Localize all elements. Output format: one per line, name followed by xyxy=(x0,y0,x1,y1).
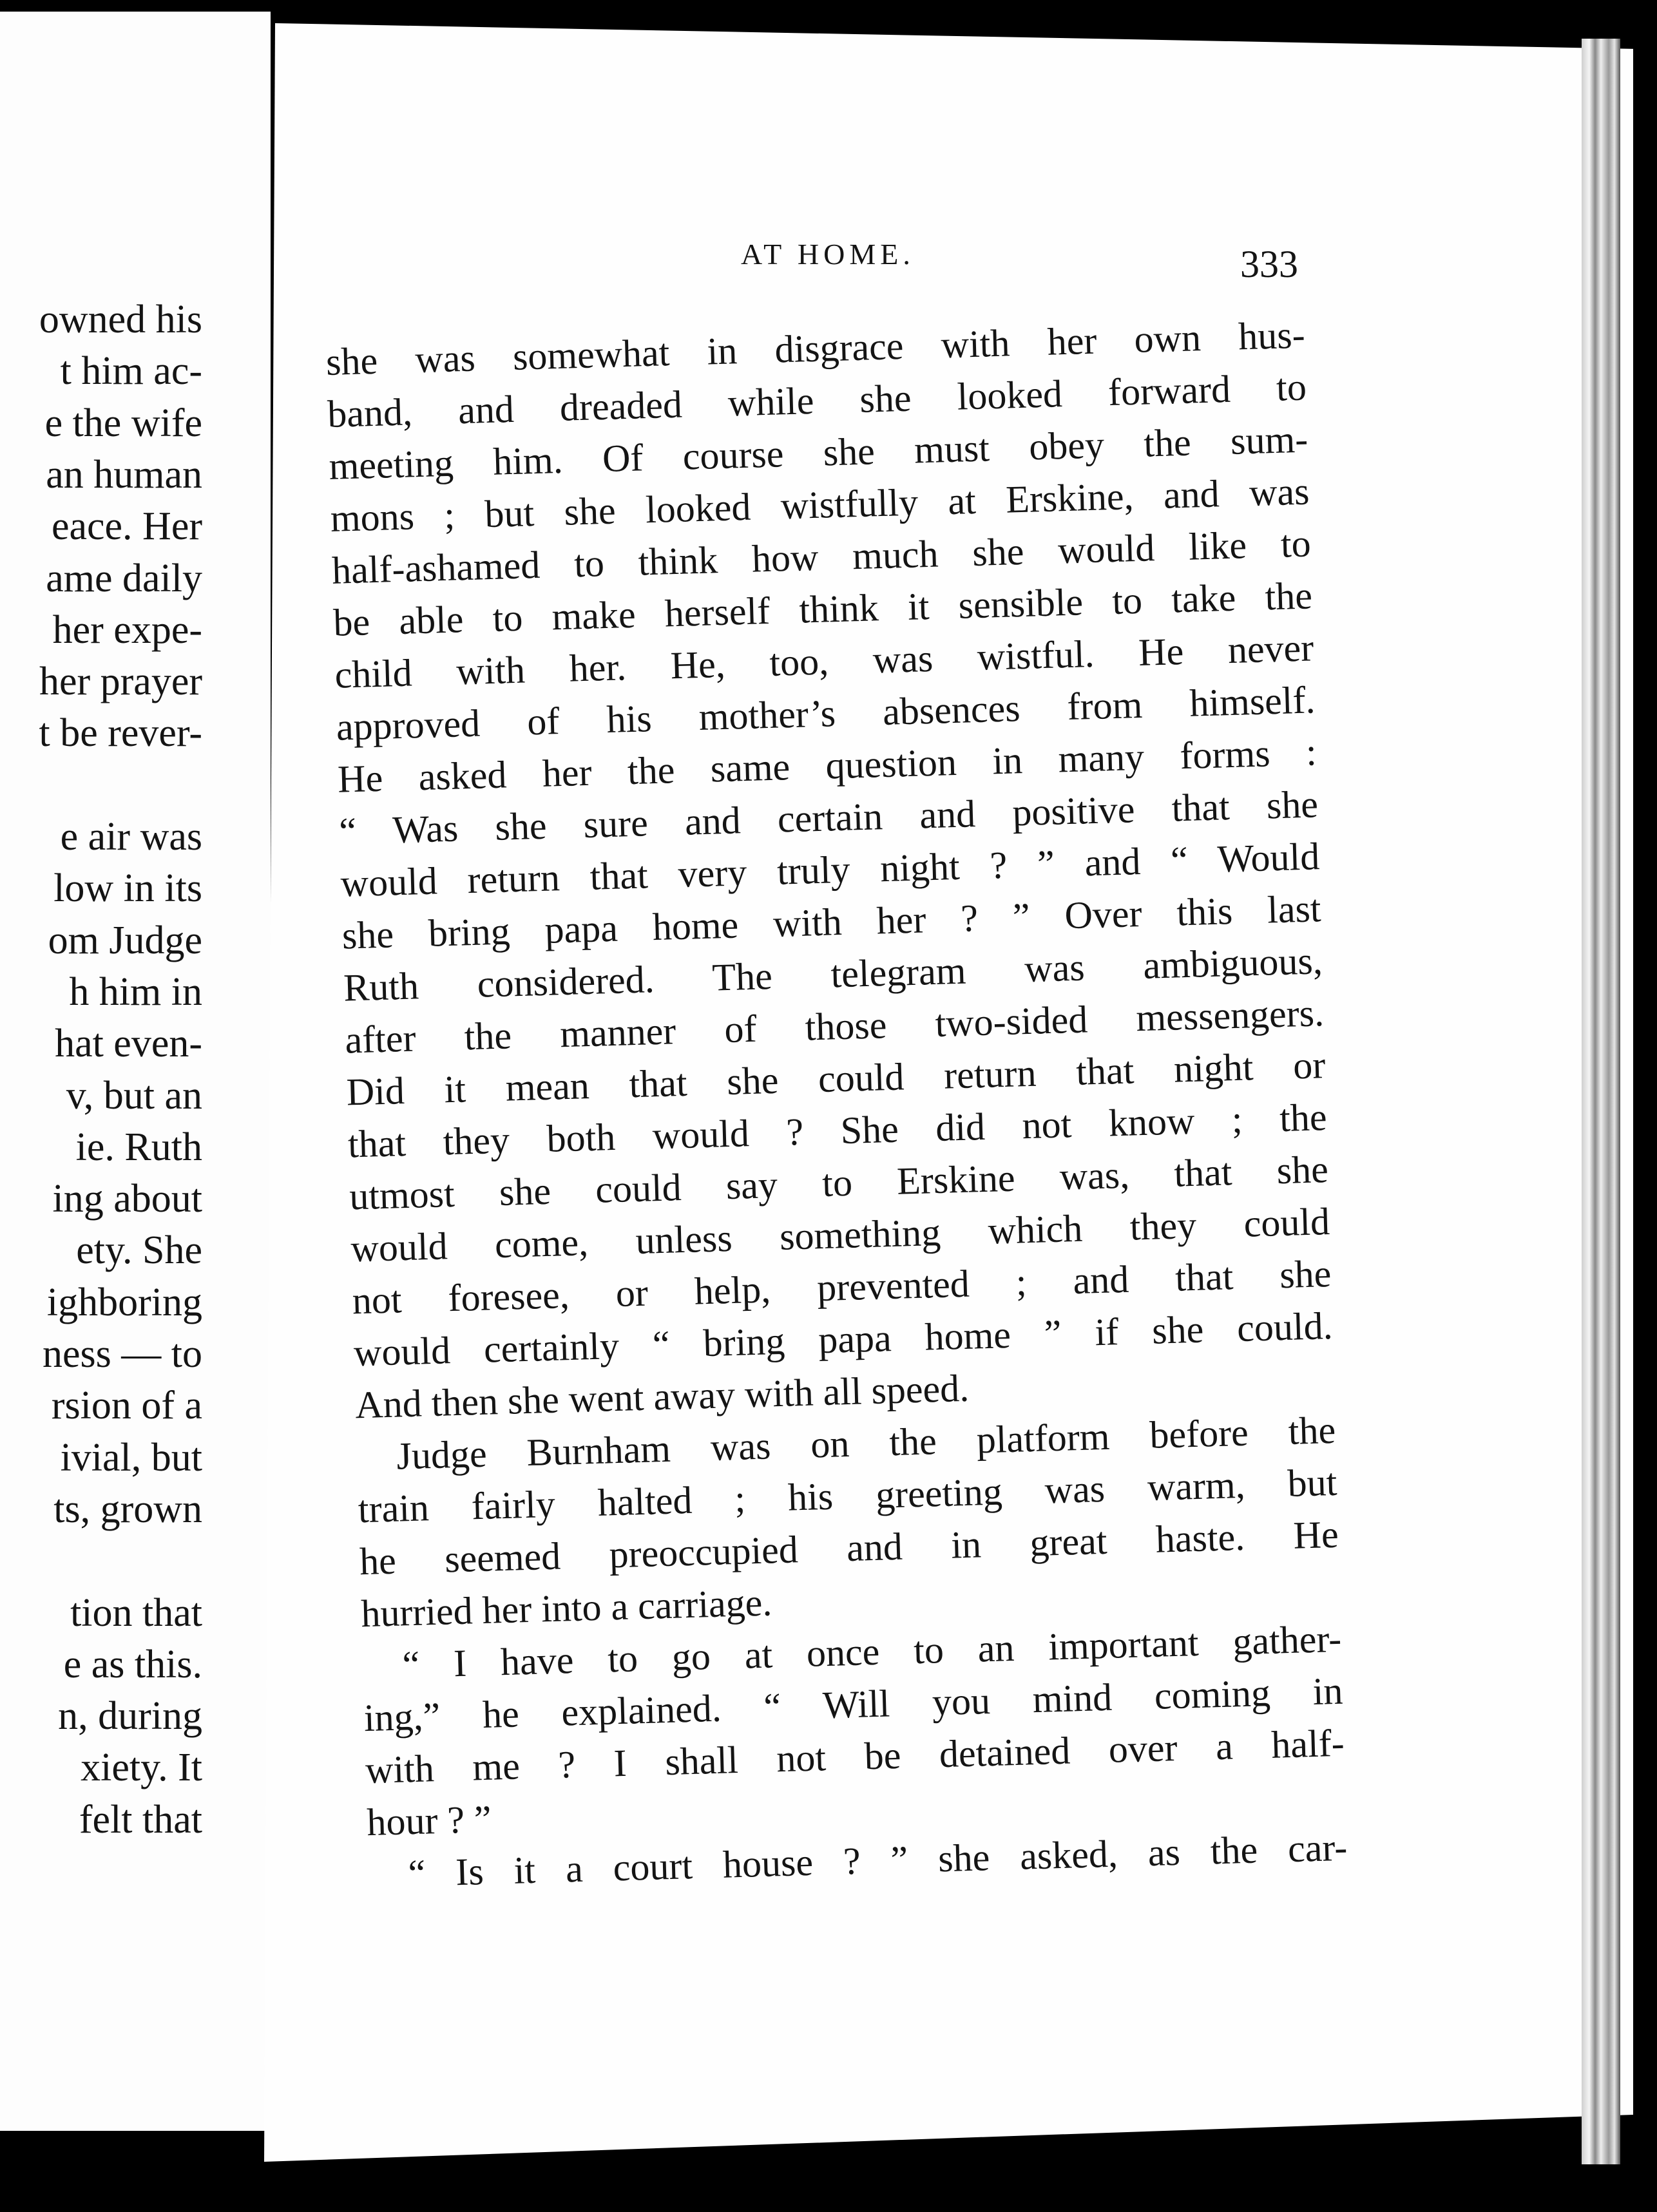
text-line: mons ; but she looked wistfully at Erskine, and was xyxy=(329,470,1310,540)
previous-page-line: owned his xyxy=(39,298,202,341)
text-line: ing,” he explained. “ Will you mind coming in xyxy=(363,1669,1344,1740)
text-line: not foresee, or help, prevented ; and that she xyxy=(351,1252,1332,1322)
previous-page-line: ie. Ruth xyxy=(75,1125,202,1169)
previous-page-line: e air was xyxy=(60,815,202,859)
previous-page-line: om Judge xyxy=(48,918,202,962)
text-line: Ruth considered. The telegram was ambiguous, xyxy=(343,939,1323,1009)
text-line: hurried her into a carriage. xyxy=(360,1581,773,1635)
previous-page-line: e the wife xyxy=(44,401,202,445)
previous-page-line: felt that xyxy=(79,1797,202,1842)
text-line: band, and dreaded while she looked forward to xyxy=(327,365,1307,435)
previous-page-line: t him ac- xyxy=(60,349,202,394)
previous-page-line: ts, grown xyxy=(53,1487,202,1531)
text-line: hour ? ” xyxy=(366,1797,492,1844)
text-line: train fairly halted ; his greeting was warm, but xyxy=(357,1460,1338,1531)
previous-page-line: tion that xyxy=(70,1590,202,1635)
previous-page-line: ighboring xyxy=(46,1280,202,1324)
text-line: “ Is it a court house ? ” she asked, as the car- xyxy=(407,1826,1348,1895)
text-line: would come, unless something which they could xyxy=(350,1200,1330,1270)
previous-page-line: ivial, but xyxy=(60,1435,202,1480)
text-line: Judge Burnham was on the platform before the xyxy=(396,1408,1336,1478)
previous-page-line: eace. Her xyxy=(51,504,202,549)
previous-page-line: e as this. xyxy=(63,1642,202,1686)
previous-page-line: ing about xyxy=(52,1177,202,1221)
previous-page-line: h him in xyxy=(69,969,202,1014)
text-line: meeting him. Of course she must obey the sum- xyxy=(328,417,1308,488)
text-line: be able to make herself think it sensible to take the xyxy=(332,574,1313,644)
page-number: 333 xyxy=(1240,243,1298,285)
text-line: he seemed preoccupied and in great haste. He xyxy=(359,1512,1339,1583)
text-line: Did it mean that she could return that night or xyxy=(345,1044,1327,1114)
text-line: child with her. He, too, was wistful. He never xyxy=(334,626,1315,696)
running-head: AT HOME. xyxy=(741,238,915,271)
text-line: “ Was she sure and certain and positive that she xyxy=(338,783,1319,853)
text-line: after the manner of those two-sided messengers. xyxy=(344,991,1325,1062)
body-text xyxy=(325,309,1348,1901)
text-line: that they both would ? She did not know ; the xyxy=(347,1096,1328,1166)
previous-page-line: ness — to xyxy=(43,1332,202,1376)
text-line: she was somewhat in disgrace with her own hus- xyxy=(325,313,1306,383)
text-line: “ I have to go at once to an important gather- xyxy=(401,1617,1342,1686)
previous-page-line: an human xyxy=(46,452,202,497)
text-line: she bring papa home with her ? ” Over this last xyxy=(341,887,1322,957)
previous-page-line: hat even- xyxy=(55,1022,202,1066)
previous-page-line: v, but an xyxy=(66,1073,202,1118)
previous-page-line: ame daily xyxy=(46,556,202,600)
previous-page-line: n, during xyxy=(58,1694,202,1739)
previous-page-line: t be rever- xyxy=(39,711,202,756)
text-line: half-ashamed to think how much she would like to xyxy=(331,522,1312,592)
text-line: utmost she could say to Erskine was, that she xyxy=(349,1148,1329,1218)
previous-page-line: rsion of a xyxy=(51,1384,202,1428)
text-line: with me ? I shall not be detained over a half- xyxy=(365,1721,1345,1792)
text-line: He asked her the same question in many forms : xyxy=(337,730,1317,801)
text-line: would return that very truly night ? ” and “ Would xyxy=(340,835,1321,905)
text-line: And then she went away with all speed. xyxy=(354,1366,970,1427)
page-edges xyxy=(1582,39,1620,2164)
previous-page-line: her prayer xyxy=(39,660,202,704)
text-line: approved of his mother’s absences from himself. xyxy=(336,678,1316,748)
previous-page-line: low in its xyxy=(53,866,202,911)
previous-page-line: her expe- xyxy=(52,607,202,652)
previous-page-line: xiety. It xyxy=(81,1746,202,1790)
text-line: would certainly “ bring papa home ” if she could. xyxy=(353,1304,1334,1375)
previous-page xyxy=(0,12,271,2131)
previous-page-line: ety. She xyxy=(76,1228,202,1273)
